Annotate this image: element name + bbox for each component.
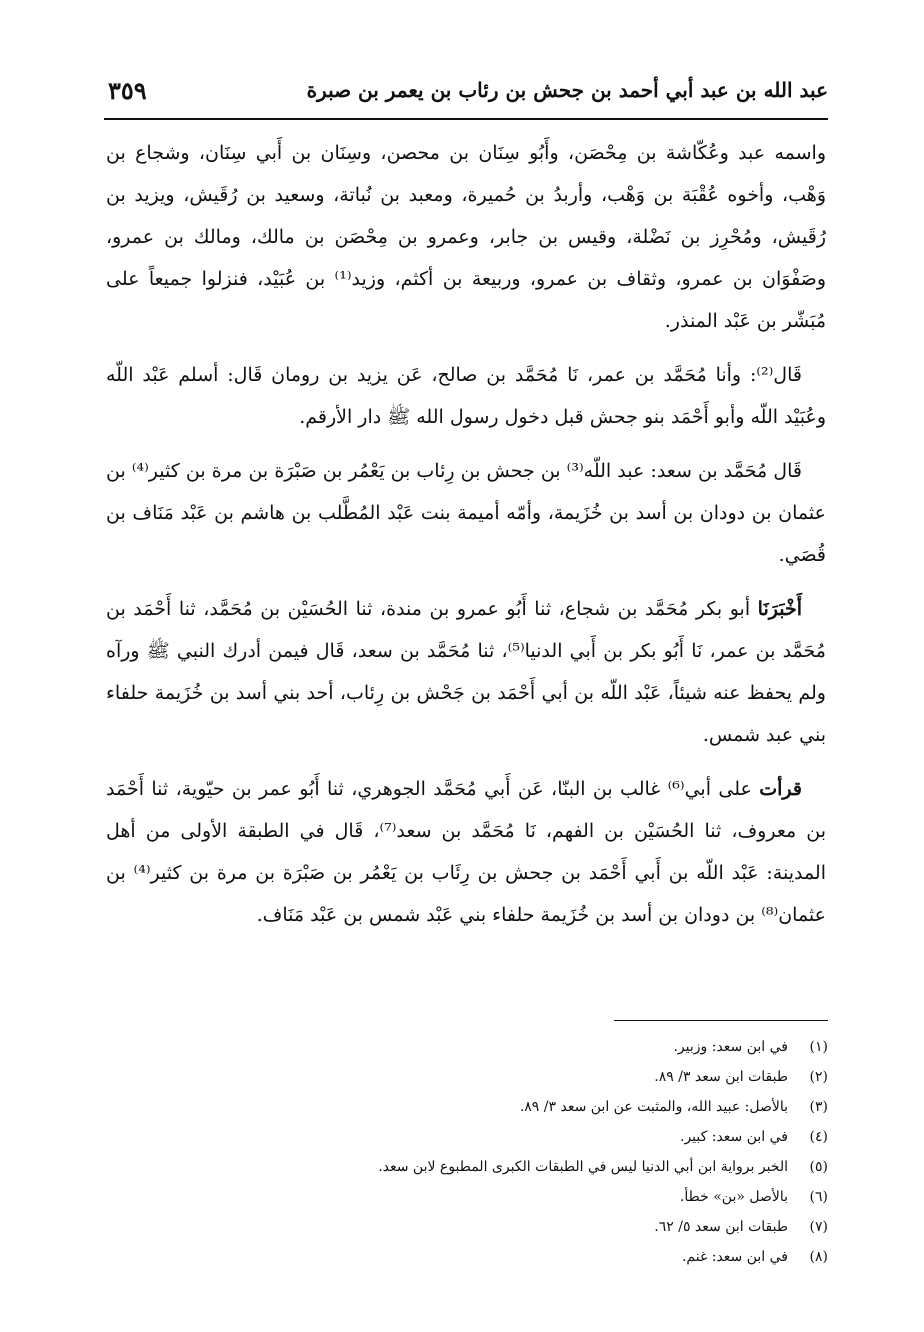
footnote-rule [614,1020,828,1021]
text-line: قَال مُحَمَّد بن سعد: عبد اللّه⁽³⁾ بن جحش بن رِئاب بن يَعْمُر بن صَبْرَة بن [248,460,802,482]
paragraph [106,588,826,756]
footnote-number: (٣) [809,1099,828,1115]
footnote-text: في ابن سعد: كبير. [680,1129,788,1145]
text-line: رُقَيش، ويزيد بن رُقَيش، ومُحْرِز بن نَضْلة، وقيس بن جابر، وعمرو بن مِحْصَن بن [106,184,827,248]
footnote [108,1062,828,1092]
footnote-number: (١) [809,1039,828,1055]
footnote [108,1032,828,1062]
text-line: أحد بني أسد بن خُزَيمة حلفاء بني عبد شمس. [106,682,826,746]
text-line: الطبقة الأولى من أهل المدينة: عَبْد اللّه بن أَبي أَحْمَد بن جحش بن رِئَاب بن يَعْمُر بن [106,820,827,884]
footnote-text: في ابن سعد: وزبير. [673,1039,788,1055]
page-header [108,74,828,114]
text-line: أبو بكر مُحَمَّد بن شجاع، ثنا أَبُو عمرو بن مندة، ثنا الحُسَيْن بن مُحَمَّد، [203,598,751,620]
footnote [108,1242,828,1272]
footnote [108,1122,828,1152]
text-line: مالك، ومالك بن عمرو، وصَفْوَان بن عمرو، وثقاف بن عمرو، وربيعة بن أكثم، [106,226,826,290]
paragraph-lead-word: قرأت [759,778,802,800]
text-line: صَبْرَة بن مرة بن كثير⁽⁴⁾ بن عثمان⁽⁸⁾ بن دودان بن أسد بن خُزَيمة حلفاء بني [106,862,826,926]
text-line: ثنا أَحْمَد بن مُحَمَّد بن عمر، نَا أَبُو بكر بن أَبي الدنيا⁽⁵⁾، ثنا مُحَمَّد بن سعد، قَال فيمن [106,598,826,662]
footnote-number: (٤) [809,1129,828,1145]
text-line: واسمه عبد وعُكّاشة بن مِحْصَن، وأَبُو سِنَان بن محصن، وسِنَان بن أَبي سِنَان، [198,142,826,164]
paragraph [106,132,826,342]
text-line: على أبي⁽⁶⁾ غالب بن البنّا، عَن أَبي مُحَمَّد الجوهري، ثنا أَبُو عمر بن [231,778,752,800]
text-line: وزيد⁽¹⁾ بن عُبَيْد، فنزلوا جميعاً على مُبَشّر بن عَبْد المنذر. [106,268,826,332]
footnote-number: (٦) [809,1189,828,1205]
text-line: مرة بن كثير⁽⁴⁾ بن عثمان بن دودان بن أسد بن خُزَيمة، وأمّه أميمة بنت [106,460,826,524]
footnote [108,1152,828,1182]
footnote-text: بالأصل: عبيد الله، والمثبت عن ابن سعد ٣/ ٨٩. [519,1099,788,1115]
header-rule [104,118,828,120]
footnote-text: طبقات ابن سعد ٣/ ٨٩. [654,1069,788,1085]
footnote-text: في ابن سعد: غنم. [681,1249,788,1265]
footnote-number: (٢) [809,1069,828,1085]
text-line: أدرك النبي ﷺ ورآه ولم يحفظ عنه شيئاً، عَبْد اللّه بن أبي أَحْمَد بن جَحْش بن رِئاب، [106,640,826,704]
paragraph [106,450,826,576]
footnote-number: (٥) [809,1159,828,1175]
footnote-text: الخبر برواية ابن أبي الدنيا ليس في الطبقات الكبرى المطبوع لابن سعد. [378,1159,788,1175]
footnote [108,1092,828,1122]
paragraph-lead-word: أَخْبَرَنَا [757,598,802,620]
body-text [106,132,826,948]
footnote [108,1212,828,1242]
footnote-text: طبقات ابن سعد ٥/ ٦٢. [654,1219,788,1235]
running-title: عبد الله بن عبد أبي أحمد بن جحش بن رئاب بن يعمر بن صبرة [306,78,828,102]
text-line: حيّوية، ثنا أَحْمَد بن معروف، ثنا الحُسَيْن بن الفهم، نَا مُحَمَّد بن سعد⁽⁷⁾، قَال في [106,778,826,842]
paragraph [106,354,826,438]
footnote [108,1182,828,1212]
footnotes [108,1032,828,1272]
footnote-number: (٨) [809,1249,828,1265]
text-line: عَبْد المُطَّلب بن هاشم بن عَبْد مَنَاف بن قُصَي. [106,502,826,566]
text-line: وشجاع بن وَهْب، وأخوه عُقْبَة بن وَهْب، وأربدُ بن حُميرة، ومعبد بن نُباتة، وسعيد بن [106,142,826,206]
text-line: عَبْد اللّه وعُبَيْد اللّه وأبو أَحْمَد بنو جحش قبل دخول رسول الله ﷺ دار الأرقم. [106,364,826,428]
text-line: قَال⁽²⁾: وأنا مُحَمَّد بن عمر، نَا مُحَمَّد بن صالح، عَن يزيد بن رومان قَال: أسلم [178,364,802,386]
footnote-text: بالأصل «بن» خطأ. [679,1189,788,1205]
text-line: عَبْد شمس بن عَبْد مَنَاف. [256,904,454,926]
page-number: ٣٥٩ [108,76,147,105]
paragraph [106,768,826,936]
footnote-number: (٧) [809,1219,828,1235]
